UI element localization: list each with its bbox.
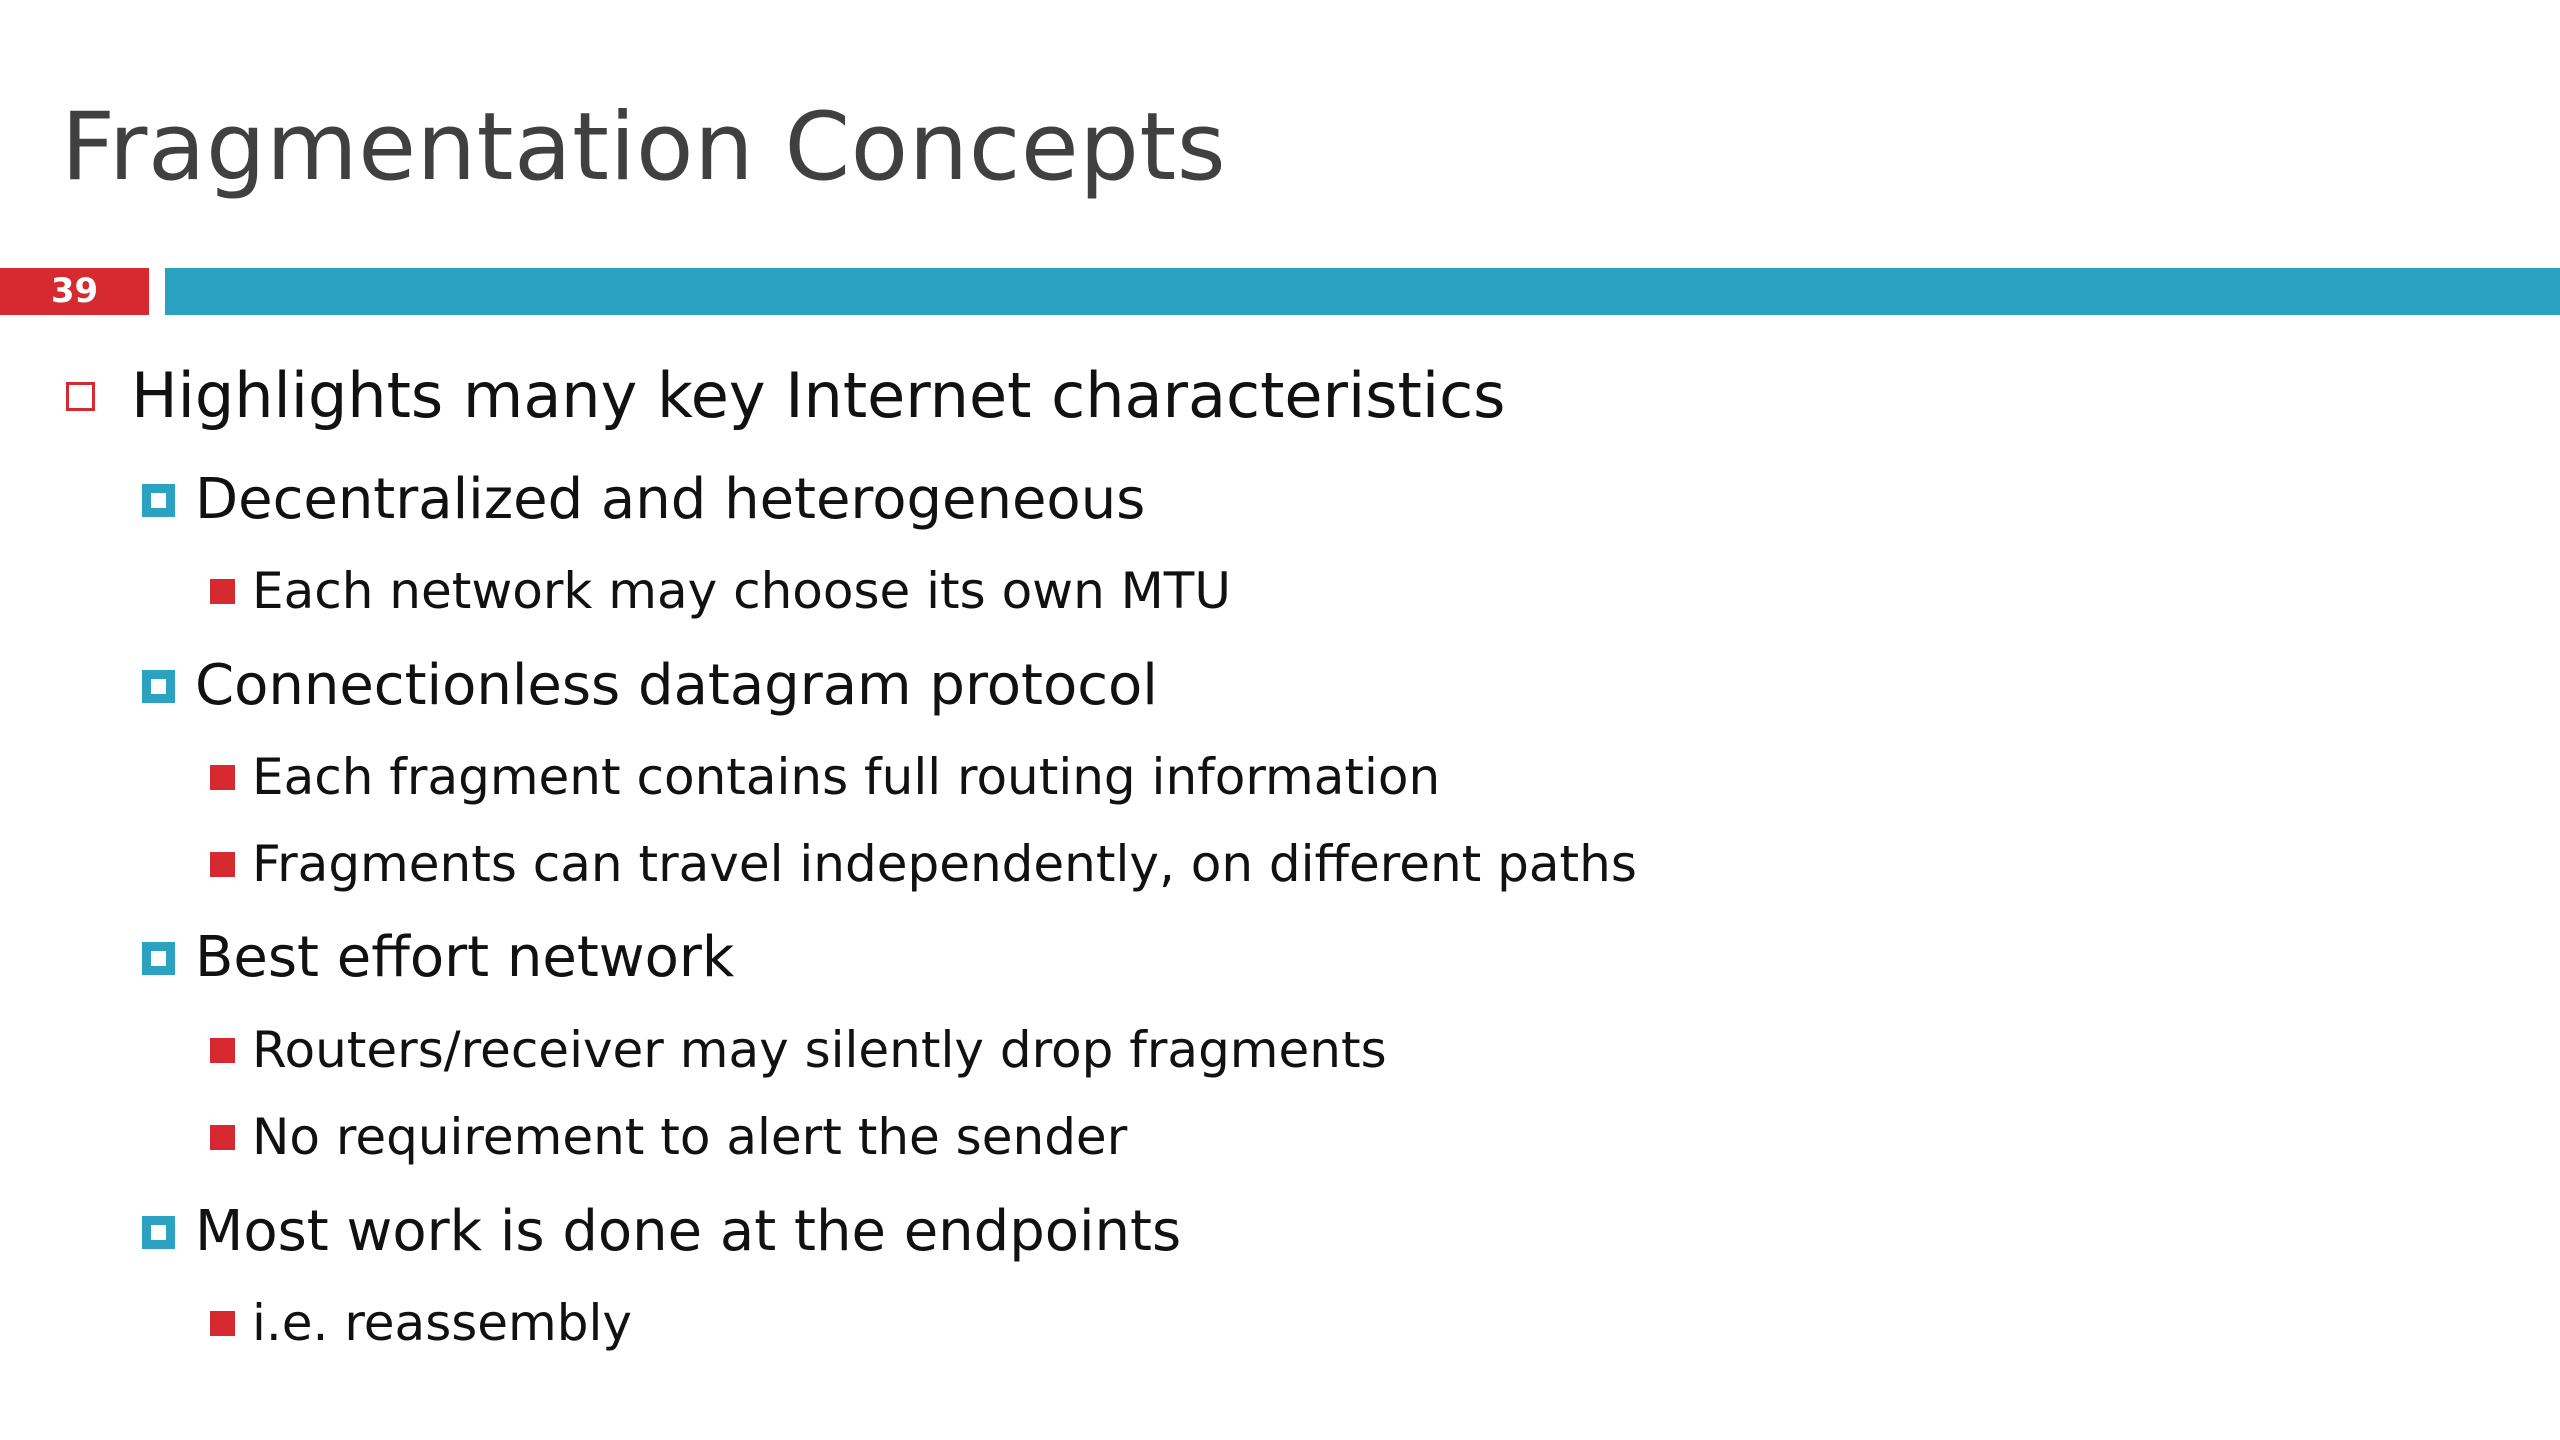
filled-square-bullet-icon — [210, 1038, 235, 1063]
filled-square-bullet-icon — [210, 1311, 235, 1336]
bullet-text: Decentralized and heterogeneous — [195, 467, 1146, 532]
bullet-level1 — [66, 356, 1505, 436]
bullet-level2 — [142, 650, 1158, 722]
square-bullet-icon — [142, 670, 175, 703]
filled-square-bullet-icon — [210, 1125, 235, 1150]
bullet-text: Fragments can travel independently, on different paths — [252, 835, 1637, 893]
filled-square-bullet-icon — [210, 852, 235, 877]
bullet-level3 — [210, 1017, 1387, 1083]
bullet-text: Connectionless datagram protocol — [195, 653, 1158, 718]
bullet-level2 — [142, 464, 1145, 536]
bullet-text: Highlights many key Internet characteristics — [131, 359, 1506, 432]
slide-title: Fragmentation Concepts — [61, 93, 1227, 202]
slide-number: 39 — [0, 268, 149, 315]
bullet-level3 — [210, 831, 1637, 897]
bullet-level2 — [142, 922, 734, 994]
bullet-level3 — [210, 1104, 1127, 1170]
filled-square-bullet-icon — [210, 579, 235, 604]
bullet-text: No requirement to alert the sender — [252, 1108, 1128, 1166]
square-bullet-icon — [142, 1216, 175, 1249]
bullet-text: Each network may choose its own MTU — [252, 562, 1231, 620]
square-bullet-icon — [142, 942, 175, 975]
bullet-level3 — [210, 558, 1231, 624]
bullet-level2 — [142, 1196, 1181, 1268]
bullet-level3 — [210, 1290, 632, 1356]
square-bullet-icon — [142, 484, 175, 517]
bullet-level3 — [210, 744, 1440, 810]
bullet-text: Most work is done at the endpoints — [195, 1199, 1182, 1264]
bullet-text: Each fragment contains full routing information — [252, 748, 1441, 806]
bullet-text: Best effort network — [195, 925, 735, 990]
hollow-square-bullet-icon — [66, 382, 95, 411]
bullet-text: Routers/receiver may silently drop fragments — [252, 1021, 1387, 1079]
filled-square-bullet-icon — [210, 765, 235, 790]
bullet-text: i.e. reassembly — [252, 1294, 632, 1352]
